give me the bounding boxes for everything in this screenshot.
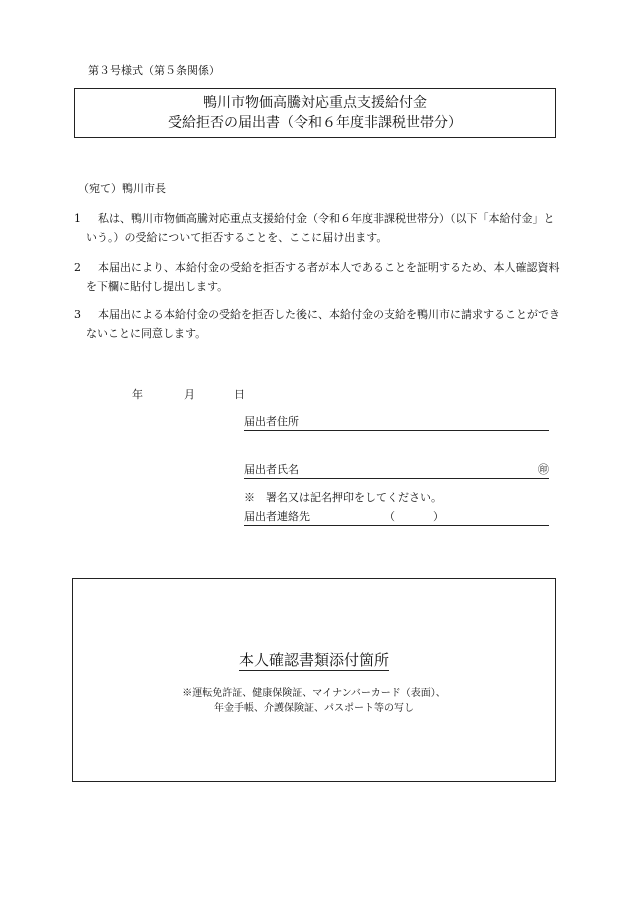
seal-mark: ㊞	[538, 463, 549, 476]
contact-field[interactable]	[244, 509, 549, 526]
id-section-description	[72, 686, 556, 716]
address-label: 届出者住所	[244, 415, 299, 428]
paren-open: （	[384, 510, 395, 523]
date-year: 年	[132, 388, 143, 401]
paren-close: ）	[433, 510, 444, 523]
date-day: 日	[234, 388, 245, 401]
id-desc-line-1: ※運転免許証、健康保険証、マイナンバーカード（表面）、	[182, 688, 446, 699]
name-field[interactable]	[244, 462, 549, 479]
title-line-2: 受給拒否の届出書（令和６年度非課税世帯分）	[168, 115, 462, 131]
addressee: （宛て）鴨川市長	[78, 182, 166, 195]
name-label: 届出者氏名	[244, 463, 299, 476]
date-month: 月	[184, 388, 195, 401]
clause-3	[74, 305, 562, 343]
date-row	[132, 386, 252, 402]
id-section-title	[72, 649, 556, 670]
title-line-1: 鴨川市物価高騰対応重点支援給付金	[203, 95, 427, 111]
clause-text: 本届出による本給付金の受給を拒否した後に、本給付金の支給を鴨川市に請求することができないことに同意します。	[86, 308, 560, 340]
document-title-box	[74, 88, 556, 138]
clause-text: 私は、鴨川市物価高騰対応重点支援給付金（令和６年度非課税世帯分）（以下「本給付金」という。）の受給について拒否することを、ここに届け出ます。	[86, 212, 555, 244]
signature-note: ※ 署名又は記名押印をしてください。	[244, 491, 442, 504]
clause-text: 本届出により、本給付金の受給を拒否する者が本人であることを証明するため、本人確認資料を下欄に貼付し提出します。	[86, 261, 560, 293]
clause-number: 2	[74, 261, 81, 274]
clause-2	[74, 258, 562, 296]
form-number: 第３号様式（第５条関係）	[88, 64, 220, 77]
clause-1	[74, 209, 562, 247]
id-section-title-text: 本人確認書類添付箇所	[238, 651, 389, 669]
address-field[interactable]	[244, 414, 549, 431]
id-document-attachment-box	[72, 578, 556, 782]
id-desc-line-2: 年金手帳、介護保険証、パスポート等の写し	[214, 703, 414, 714]
contact-label: 届出者連絡先	[244, 510, 310, 523]
clause-number: 1	[74, 212, 81, 225]
clause-number: 3	[74, 308, 81, 321]
contact-parentheses	[384, 509, 444, 525]
